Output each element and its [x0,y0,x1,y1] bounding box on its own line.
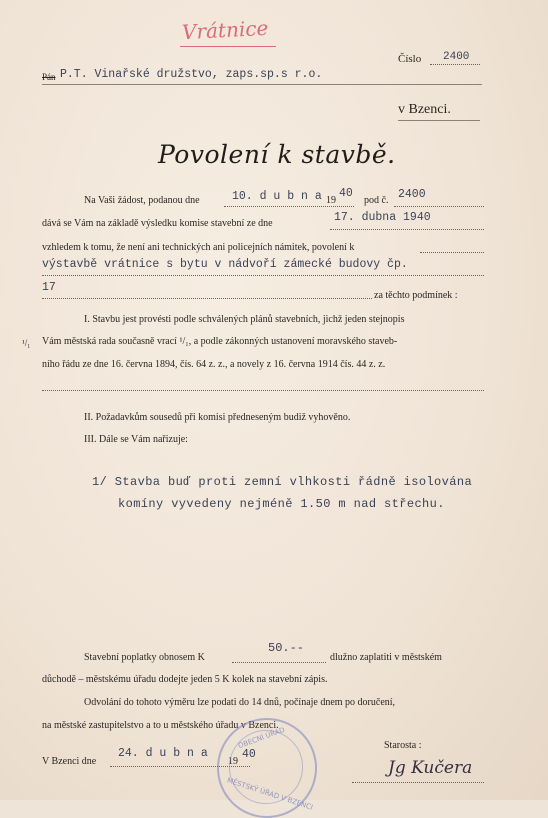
dotline [394,206,484,207]
request-year-prefix: 19 [326,195,336,206]
conditions-heading: za těchto podmínek : [374,290,458,301]
condition-1-line-1: I. Stavbu jest provésti podle schválených plánů stavebních, jichž jeden stejnopis [84,314,405,325]
appeal-line-2: na městské zastupitelstvo a to u městského úřadu v Bzenci. [42,720,279,731]
dotline [42,275,484,276]
condition-2: II. Požadavkům sousedů při komisi předneseným budiž vyhověno. [84,412,351,423]
condition-3-heading: III. Dále se Vám nařizuje: [84,434,188,445]
building-number: 17 [42,281,56,294]
fee-line-2: důchodě – městskému úřadu dodejte jeden 5 K kolek na stavební zápis. [42,674,328,685]
request-text: Na Vaši žádost, podanou dne [84,195,200,206]
condition-1-line-3: ního řádu ze dne 16. června 1894, čís. 64 z. z., a novely z 16. června 1914 čís. 44 z. z. [42,359,386,370]
issue-year-prefix: 19 [228,756,238,767]
place-line [398,120,480,121]
fee-amount: 50.-- [268,641,305,655]
dotline [352,782,484,783]
dotline [42,390,484,391]
issue-place: V Bzenci dne [42,756,97,767]
handwritten-note: Vrátnice [181,15,269,45]
place: v Bzenci. [398,102,451,117]
addressee-prefix: Pán [42,72,56,82]
dotline [330,229,484,230]
signature: Jg Kučera [388,758,473,778]
dotline [42,298,372,299]
cislo-label: Číslo [398,53,422,65]
permission-text: vzhledem k tomu, že není ani technických ani policejních námitek, povolení k [42,242,355,253]
issue-date: 24. d u b n a [118,747,208,760]
dotline [420,252,484,253]
condition-1-line-2: Vám městská rada současně vrací ¹/₁, a podle zákonných ustanovení moravského staveb- [42,336,398,347]
addressee-line [42,84,482,85]
fee-text-continued: dlužno zaplatiti v městském [330,652,442,663]
cislo-line [430,64,480,65]
note-underline [180,46,276,47]
ref-label: pod č. [364,195,389,206]
fee-text: Stavební poplatky obnosem K [84,652,205,663]
issue-year: 40 [242,748,256,761]
appeal-line-1: Odvolání do tohoto výměru lze podati do 14 dnů, počínaje dnem po doručení, [84,697,396,708]
document-title: Povolení k stavbě. [158,140,396,169]
commission-text: dává se Vám na základě výsledku komise stavební ze dne [42,218,273,229]
official-stamp [217,718,317,818]
ref-number: 2400 [398,188,426,201]
typed-condition-line-1: 1/ Stavba buď proti zemní vlhkosti řádně isolována [92,475,473,489]
commission-date: 17. dubna 1940 [334,211,431,224]
dotline [224,206,354,207]
typed-condition-line-2: komíny vyvedeny nejméně 1.50 m nad střechu. [118,497,445,511]
stamp-text-top: OBECNÍ ÚŘAD [237,725,286,751]
request-date: 10. d u b n a [232,190,322,203]
dotline [232,662,326,663]
margin-mark: ¹/₁ [22,338,31,348]
addressee: P.T. Vinařské družstvo, zaps.sp.s r.o. [60,68,323,81]
construction-subject: výstavbě vrátnice s bytu v nádvoří zámecké budovy čp. [42,258,408,271]
cislo-value: 2400 [443,51,470,63]
mayor-label: Starosta : [384,740,422,751]
stamp-text-bottom: MĚSTSKÝ ÚŘAD V BZENCI [225,776,314,812]
request-year: 40 [339,187,353,200]
